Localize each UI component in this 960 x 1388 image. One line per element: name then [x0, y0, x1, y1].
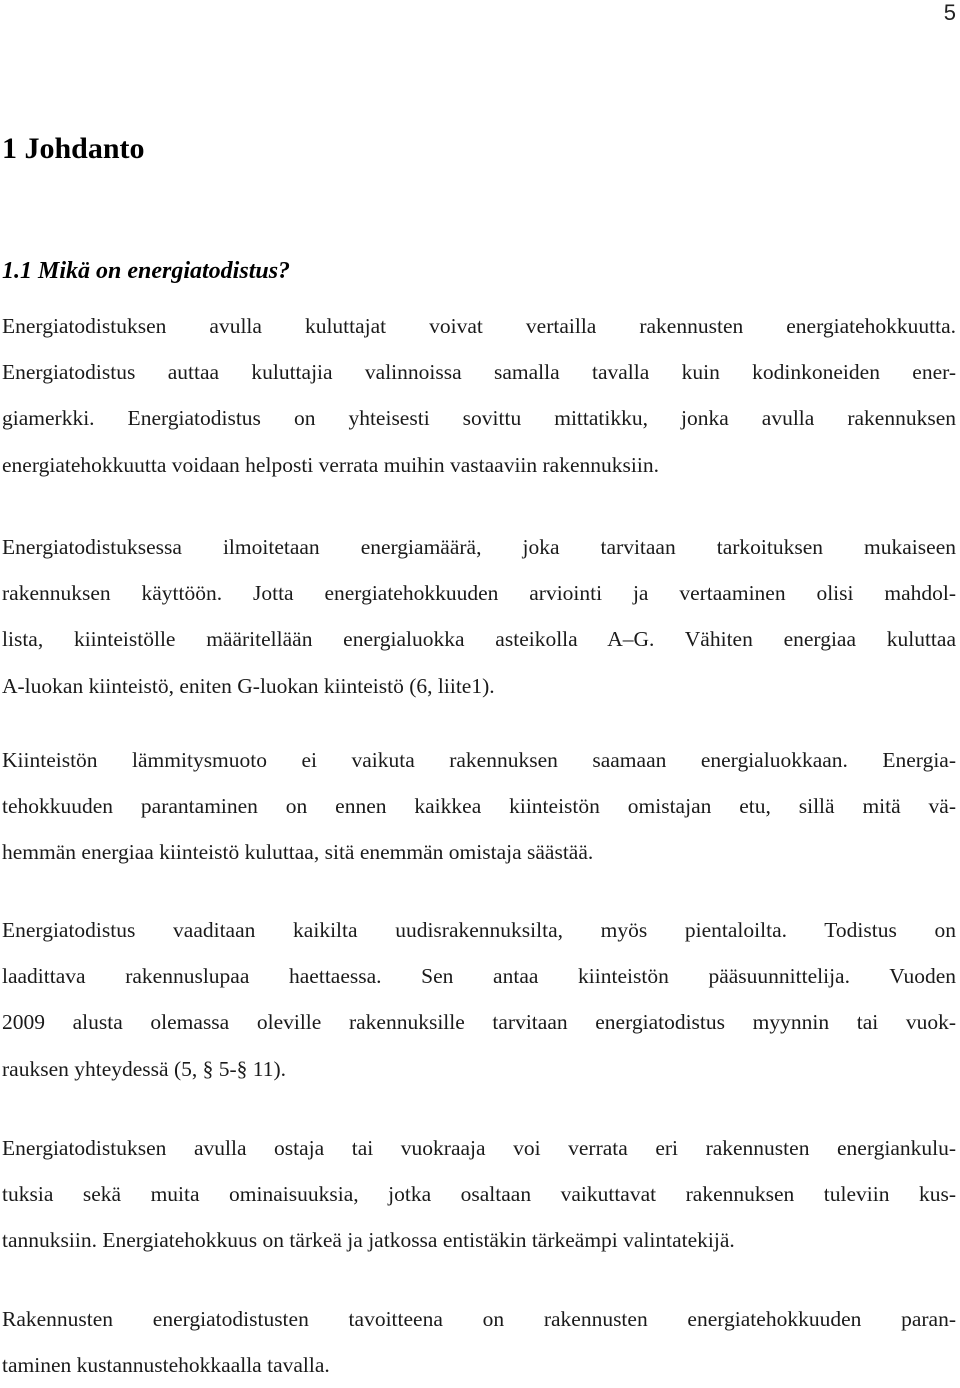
page-number: 5	[943, 0, 956, 25]
section-heading: 1.1 Mikä on energiatodistus?	[2, 258, 291, 284]
paragraph-line: tehokkuuden parantaminen on ennen kaikkea kiinteistön omistajan etu, sillä mitä vä-	[2, 794, 956, 819]
paragraph-line: Rakennusten energiatodistusten tavoitteena on rakennusten energiatehokkuuden paran-	[2, 1307, 956, 1331]
paragraph-5	[2, 1125, 956, 1264]
paragraph-line: taminen kustannustehokkaalla tavalla.	[2, 1353, 330, 1378]
paragraph-line: tuksia sekä muita ominaisuuksia, jotka osaltaan vaikuttavat rakennuksen tuleviin kus-	[2, 1182, 956, 1207]
paragraph-4	[2, 907, 956, 1092]
paragraph-line: Energiatodistus vaaditaan kaikilta uudisrakennuksilta, myös pientaloilta. Todistus on	[2, 918, 956, 942]
paragraph-line: rauksen yhteydessä (5, § 5-§ 11).	[2, 1056, 287, 1081]
paragraph-line: 2009 alusta olemassa oleville rakennuksille tarvitaan energiatodistus myynnin tai vuok-	[2, 1010, 956, 1035]
paragraph-line: energiatehokkuutta voidaan helposti verrata muihin vastaaviin rakennuksiin.	[2, 452, 659, 477]
paragraph-line: Energiatodistuksen avulla ostaja tai vuokraaja voi verrata eri rakennusten energiankulu-	[2, 1136, 956, 1160]
paragraph-1	[2, 303, 956, 488]
paragraph-line: lista, kiinteistölle määritellään energialuokka asteikolla A–G. Vähiten energiaa kuluttaa	[2, 627, 956, 652]
paragraph-line: Energiatodistuksen avulla kuluttajat voivat vertailla rakennusten energiatehokkuutta.	[2, 314, 956, 338]
paragraph-line: tannuksiin. Energiatehokkuus on tärkeä ja jatkossa entistäkin tärkeämpi valintatekijä.	[2, 1228, 735, 1253]
paragraph-line: laadittava rakennuslupaa haettaessa. Sen antaa kiinteistön pääsuunnittelija. Vuoden	[2, 964, 956, 989]
paragraph-line: A-luokan kiinteistö, eniten G-luokan kiinteistö (6, liite1).	[2, 673, 495, 698]
paragraph-line: Kiinteistön lämmitysmuoto ei vaikuta rakennuksen saamaan energialuokkaan. Energia-	[2, 748, 956, 772]
paragraph-line: giamerkki. Energiatodistus on yhteisesti sovittu mittatikku, jonka avulla rakennuksen	[2, 406, 956, 431]
chapter-heading: 1 Johdanto	[2, 132, 145, 165]
paragraph-6	[2, 1296, 956, 1388]
paragraph-line: hemmän energiaa kiinteistö kuluttaa, sitä enemmän omistaja säästää.	[2, 840, 594, 865]
paragraph-3	[2, 737, 956, 876]
paragraph-line: Energiatodistus auttaa kuluttajia valinnoissa samalla tavalla kuin kodinkoneiden ener-	[2, 360, 956, 385]
paragraph-2	[2, 524, 956, 709]
paragraph-line: rakennuksen käyttöön. Jotta energiatehokkuuden arviointi ja vertaaminen olisi mahdol-	[2, 581, 956, 606]
paragraph-line: Energiatodistuksessa ilmoitetaan energiamäärä, joka tarvitaan tarkoituksen mukaiseen	[2, 535, 956, 559]
